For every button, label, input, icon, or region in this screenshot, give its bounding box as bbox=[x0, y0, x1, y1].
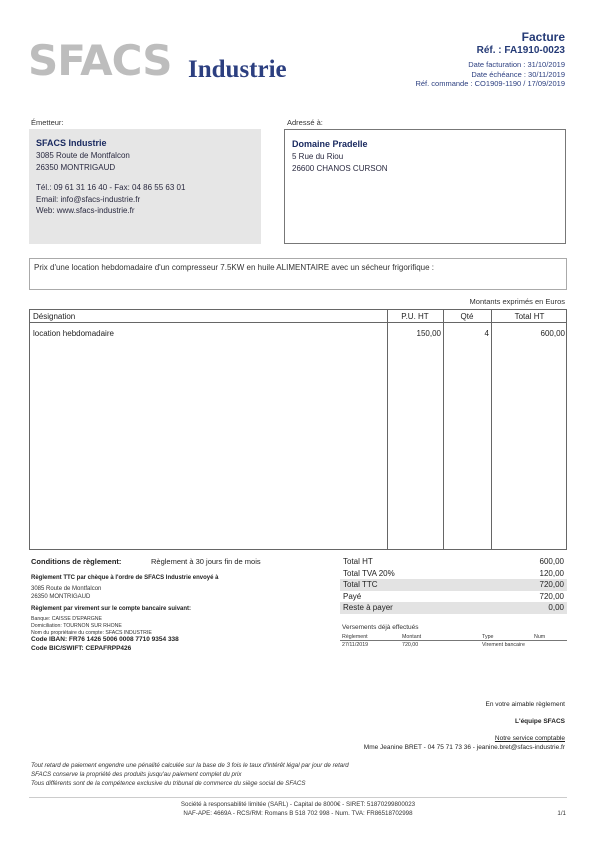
logo-wordmark: SFACS bbox=[28, 36, 172, 85]
cheque-address-1: 3085 Route de Montfalcon bbox=[31, 586, 102, 592]
recipient-label: Adressé à: bbox=[287, 118, 323, 127]
payments-header bbox=[340, 634, 567, 641]
company-logo bbox=[28, 30, 318, 92]
remaining-value: 0,00 bbox=[548, 603, 564, 612]
accounting-service: Notre service comptable bbox=[494, 735, 565, 742]
accounting-contact: Mme Jeanine BRET - 04 75 71 73 36 - jeanine.bret@sfacs-industrie.fr bbox=[363, 744, 565, 751]
payments-header-num: Num bbox=[534, 634, 546, 640]
total-ttc-label: Total TTC bbox=[343, 580, 378, 589]
recipient-address-2: 26600 CHANOS CURSON bbox=[292, 163, 388, 173]
total-ht-value: 600,00 bbox=[539, 557, 564, 566]
header-total: Total HT bbox=[514, 312, 545, 321]
payments-header-reglement: Règlement bbox=[342, 634, 368, 640]
due-date: Date échéance : 30/11/2019 bbox=[471, 69, 565, 79]
total-tva-value: 120,00 bbox=[539, 568, 564, 578]
cheque-title: Règlement TTC par chèque à l'ordre de SFACS Industrie envoyé à bbox=[31, 575, 219, 581]
legal-line-2: SFACS conserve la propriété des produits jusqu'au paiement complet du prix bbox=[31, 771, 242, 778]
sender-phone: Tél.: 09 61 31 16 40 - Fax: 04 86 55 63 01 bbox=[36, 183, 186, 192]
conditions-label: Conditions de règlement: bbox=[31, 557, 122, 566]
bank-domiciliation: Domiciliation: TOURNON SUR RHONE bbox=[31, 622, 122, 629]
sender-label: Émetteur: bbox=[31, 118, 64, 127]
payments-table bbox=[340, 634, 567, 649]
payments-title: Versements déjà effectués bbox=[342, 624, 419, 631]
row-quantity: 4 bbox=[484, 329, 489, 338]
account-owner: Nom du propriétaire du compte: SFACS INDUSTRIE bbox=[31, 629, 152, 636]
payments-header-type: Type bbox=[482, 634, 494, 640]
sender-email: Email: info@sfacs-industrie.fr bbox=[36, 194, 141, 204]
payment-date: 27/11/2019 bbox=[342, 642, 369, 648]
invoice-date: Date facturation : 31/10/2019 bbox=[468, 60, 565, 69]
legal-line-3: Tous différents sont de la compétence exclusive du tribunal de commerce du siège social de SFACS bbox=[31, 780, 306, 787]
totals-table bbox=[340, 556, 567, 614]
closing-regards: En votre aimable règlement bbox=[485, 701, 565, 708]
header-quantity: Qté bbox=[460, 312, 474, 321]
invoice-description: Prix d'une location hebdomadaire d'un compresseur 7.5KW en huile ALIMENTAIRE avec un sécheur frigorifique : bbox=[29, 258, 567, 290]
total-ttc-value: 720,00 bbox=[539, 580, 564, 589]
total-ht-row bbox=[340, 556, 567, 568]
row-total: 600,00 bbox=[540, 329, 565, 338]
column-divider bbox=[491, 310, 492, 549]
recipient-box bbox=[284, 129, 566, 244]
sender-address-1: 3085 Route de Montfalcon bbox=[36, 151, 130, 160]
invoice-reference: Réf. : FA1910-0023 bbox=[476, 45, 565, 56]
legal-notes bbox=[31, 761, 349, 788]
transfer-title: Règlement par virement sur le compte bancaire suivant: bbox=[31, 606, 192, 612]
total-ht-label: Total HT bbox=[343, 557, 373, 566]
header-designation: Désignation bbox=[33, 312, 76, 321]
row-designation: location hebdomadaire bbox=[33, 329, 114, 338]
legal-line-1: Tout retard de paiement engendre une pénalité calculée sur la base de 3 fois le taux d'intérêt légal par jour de retard bbox=[31, 762, 349, 769]
recipient-name: Domaine Pradelle bbox=[292, 139, 368, 149]
column-divider bbox=[387, 310, 388, 549]
paid-value: 720,00 bbox=[539, 591, 564, 601]
total-ttc-row bbox=[340, 579, 567, 591]
total-tva-label: Total TVA 20% bbox=[343, 568, 395, 578]
paid-label: Payé bbox=[343, 591, 362, 601]
total-tva-row bbox=[340, 568, 567, 580]
iban-code: Code IBAN: FR76 1426 5006 0008 7710 9354 338 bbox=[31, 636, 179, 644]
order-reference: Réf. commande : CO1909-1190 / 17/09/2019 bbox=[415, 79, 565, 88]
invoice-title: Facture bbox=[521, 30, 565, 44]
conditions-value: Règlement à 30 jours fin de mois bbox=[151, 557, 261, 566]
page-footer bbox=[29, 797, 567, 818]
payment-type: Virement bancaire bbox=[482, 642, 525, 648]
column-divider bbox=[443, 310, 444, 549]
bank-name: Banque: CAISSE D'EPARGNE bbox=[31, 616, 102, 622]
remaining-label: Reste à payer bbox=[343, 603, 393, 612]
sender-box bbox=[29, 129, 261, 244]
items-table bbox=[29, 309, 567, 550]
sender-name: SFACS Industrie bbox=[36, 138, 107, 148]
page-number: 1/1 bbox=[557, 810, 566, 817]
bic-code: Code BIC/SWIFT: CEPAFRPP426 bbox=[31, 644, 132, 652]
footer-registration-info: NAF-APE: 4669A - RCS/RM: Romans B 518 702 998 - Num. TVA: FR86518702998 bbox=[183, 809, 413, 817]
recipient-address-1: 5 Rue du Riou bbox=[292, 152, 344, 161]
invoice-header bbox=[415, 30, 565, 89]
payment-amount: 720,00 bbox=[402, 642, 419, 648]
closing-team: L'équipe SFACS bbox=[515, 718, 565, 725]
cheque-address-2: 26350 MONTRIGAUD bbox=[31, 594, 91, 600]
header-unit-price: P.U. HT bbox=[401, 312, 429, 321]
footer-company-info: Société à responsabilité limitée (SARL) - Capital de 8000€ - SIRET: 51870299800023 bbox=[180, 801, 416, 808]
sender-website: Web: www.sfacs-industrie.fr bbox=[36, 206, 135, 215]
sender-address-2: 26350 MONTRIGAUD bbox=[36, 162, 116, 172]
payments-header-montant: Montant bbox=[402, 634, 422, 640]
row-unit-price: 150,00 bbox=[416, 329, 441, 338]
paid-row bbox=[340, 591, 567, 603]
remaining-row bbox=[340, 602, 567, 614]
table-row bbox=[340, 641, 567, 649]
logo-subtitle: Industrie bbox=[188, 56, 287, 83]
payment-conditions bbox=[31, 557, 331, 653]
currency-note: Montants exprimés en Euros bbox=[469, 297, 565, 306]
